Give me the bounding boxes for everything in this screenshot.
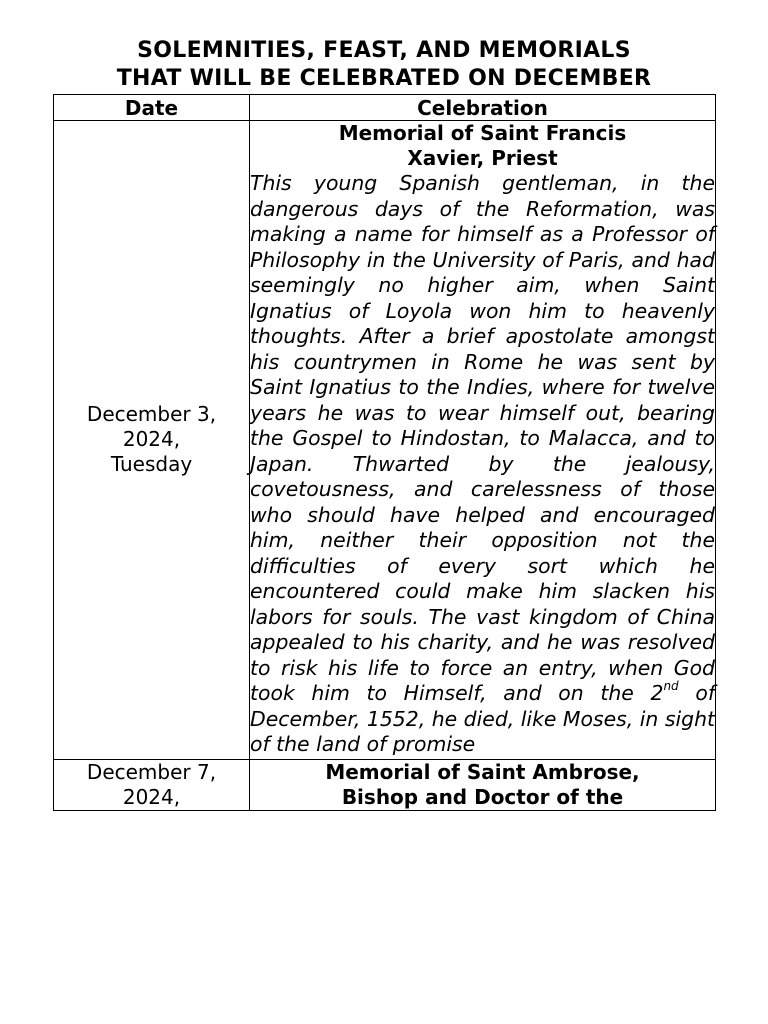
date-line: Tuesday <box>110 452 193 477</box>
ordinal-suffix: nd <box>663 679 679 694</box>
celebration-cell <box>250 121 716 760</box>
celebration-cell <box>250 759 716 810</box>
heading-line: Memorial of Saint Francis <box>338 121 627 145</box>
heading-line: Memorial of Saint Ambrose, <box>325 759 640 784</box>
celebration-heading <box>250 121 715 171</box>
description-text: This young Spanish gentleman, in the dangerous days of the Reformation, was making a name for himself as a Professor of Philosophy in the University of Paris, and had seemingly no higher aim, when Saint Ignatius of Loyola won him to heavenly thoughts. After a brief apostolate amongst his countrymen in Rome he was sent by Saint Ignatius to the Indies, where for twelve years he was to wear himself out, bearing the Gospel to Hindostan, to Malacca, and to Japan. Thwarted by the jealousy, covetousness, and carelessness of those who should have helped and encouraged him, neither their opposition not the difficulties of every sort which he encountered could make him slacken his labors for souls. The vast kingdom of China appealed to his charity, and he was resolved to risk his life to force an entry, when God took him to Himself, and on the 2 <box>250 171 715 705</box>
celebration-description <box>250 171 715 759</box>
header-celebration: Celebration <box>250 95 716 121</box>
date-line: 2024, <box>122 784 181 809</box>
header-date: Date <box>54 95 250 121</box>
date-line: December 3, <box>86 402 217 427</box>
table-row <box>54 759 716 810</box>
description-text: of December, 1552, he died, like Moses, in sight of the land of promise <box>250 681 715 756</box>
celebration-table <box>53 94 716 811</box>
date-cell <box>54 759 250 810</box>
celebration-heading <box>250 760 715 810</box>
date-line: December 7, <box>86 759 217 784</box>
table-row <box>54 121 716 760</box>
heading-line: Bishop and Doctor of the <box>341 784 624 809</box>
table-header-row <box>54 95 716 121</box>
title-line-1: SOLEMNITIES, FEAST, AND MEMORIALS <box>137 38 631 63</box>
heading-line: Xavier, Priest <box>407 146 558 170</box>
document-title <box>0 37 768 93</box>
date-line: 2024, <box>122 427 181 452</box>
date-cell <box>54 121 250 760</box>
title-line-2: THAT WILL BE CELEBRATED ON DECEMBER <box>116 66 652 91</box>
